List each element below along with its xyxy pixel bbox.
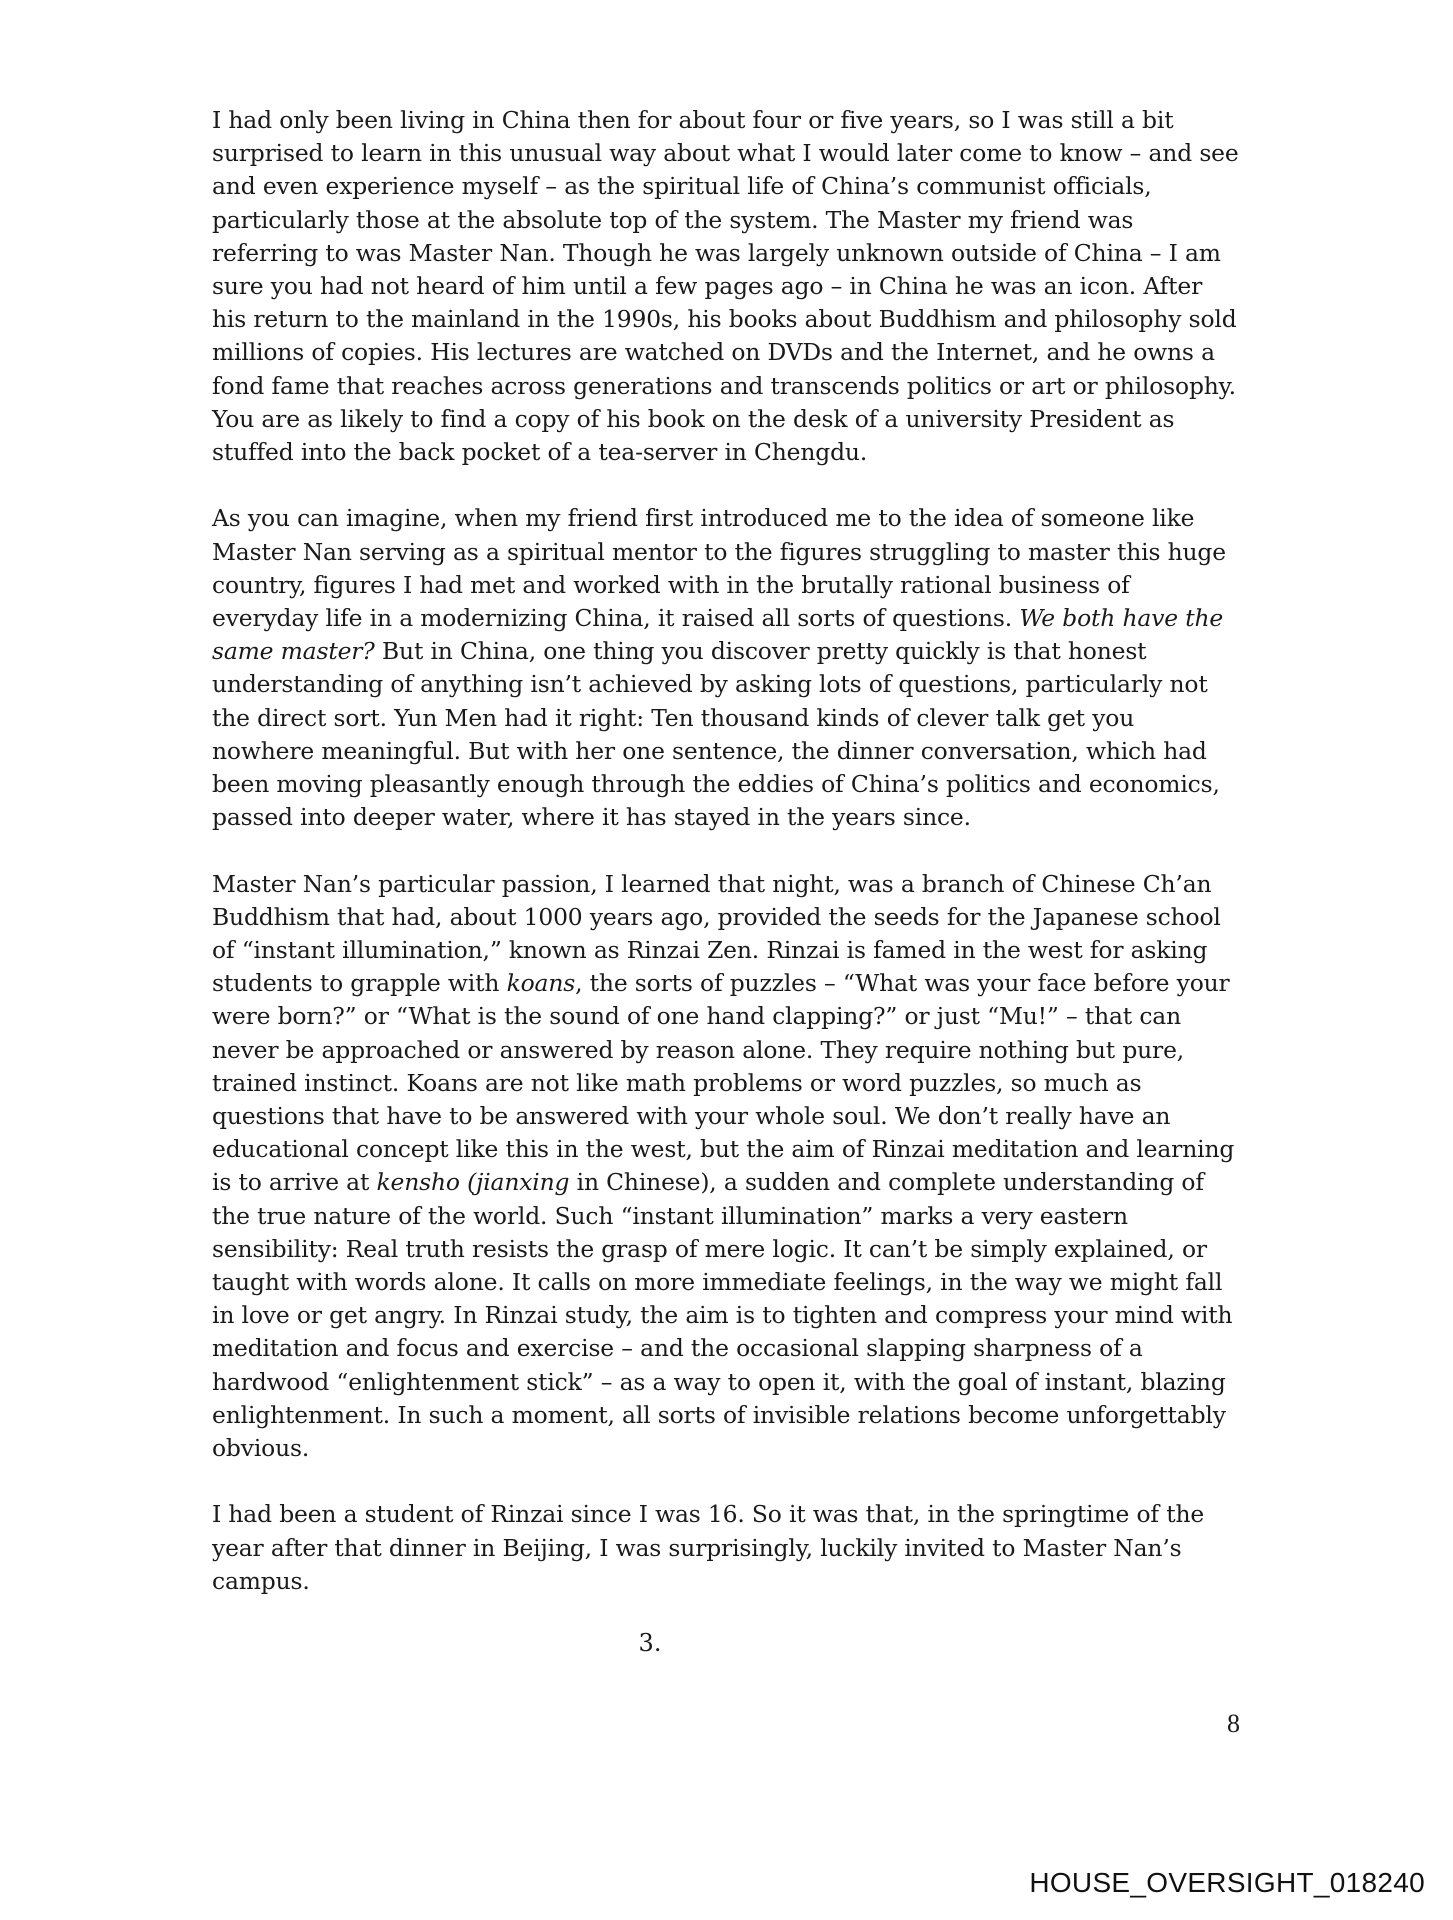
- paragraph-3-text-b: , the sorts of puzzles – “What was your face before your were born?” or “What is the sound of one hand clapping?” or just “Mu!” – that can never be approached or answered by reason alone. They require nothing but pure, trained instinct. Koans are not like math problems or word puzzles, so much as questions that have to be answered with your whole soul. We don’t really have an educational concept like this in the west, but the aim of Rinzai meditation and learning is to arrive at: [212, 969, 1235, 1197]
- paragraph-2-text-a: As you can imagine, when my friend first introduced me to the idea of someone like Master Nan serving as a spiritual mentor to the figures struggling to master this huge country, figures I had met and worked with in the brutally rational business of everyday life in a modernizing China, it raised all sorts of questions.: [212, 504, 1226, 633]
- paragraph-3-italic-koans: koans: [506, 969, 576, 998]
- page-number: 8: [1227, 1709, 1240, 1738]
- section-number: 3.: [638, 1629, 662, 1657]
- paragraph-3-text-a: Master Nan’s particular passion, I learned that night, was a branch of Chinese Ch’an Buddhism that had, about 1000 years ago, provided the seeds for the Japanese school of “instant illumination,” known as Rinzai Zen. Rinzai is famed in the west for asking students to grapple with: [212, 869, 1221, 998]
- paragraph-1-text: I had only been living in China then for about four or five years, so I was still a bit surprised to learn in this unusual way about what I would later come to know – and see and even experience myself – as the spiritual life of China’s communist officials, particularly those at the absolute top of the system. The Master my friend was referring to was Master Nan. Though he was largely unknown outside of China – I am sure you had not heard of him until a few pages ago – in China he was an icon. After his return to the mainland in the 1990s, his books about Buddhism and philosophy sold millions of copies. His lectures are watched on DVDs and the Internet, and he owns a fond fame that reaches across generations and transcends politics or art or philosophy. You are as likely to find a copy of his book on the desk of a university President as stuffed into the back pocket of a tea-server in Chengdu.: [212, 106, 1239, 467]
- paragraph-3: [212, 868, 1242, 1466]
- body-text: [212, 104, 1242, 1631]
- paragraph-4: [212, 1498, 1242, 1598]
- bates-stamp: HOUSE_OVERSIGHT_018240: [1029, 1867, 1425, 1898]
- paragraph-1: [212, 104, 1242, 469]
- paragraph-3-italic-kensho: kensho (jianxing: [376, 1168, 570, 1197]
- paragraph-2: [212, 502, 1242, 834]
- paragraph-2-text-b: But in China, one thing you discover pretty quickly is that honest understanding of anything isn’t achieved by asking lots of questions, particularly not the direct sort. Yun Men had it right: Ten thousand kinds of clever talk get you nowhere meaningful. But with her one sentence, the dinner conversation, which had been moving pleasantly enough through the eddies of China’s politics and economics, passed into deeper water, where it has stayed in the years since.: [212, 637, 1220, 832]
- paragraph-2-italic-question: We both have the same master?: [212, 604, 1224, 666]
- paragraph-3-text-c: in Chinese), a sudden and complete understanding of the true nature of the world. Such “instant illumination” marks a very eastern sensibility: Real truth resists the grasp of mere logic. It can’t be simply explained, or taught with words alone. It calls on more immediate feelings, in the way we might fall in love or get angry. In Rinzai study, the aim is to tighten and compress your mind with meditation and focus and exercise – and the occasional slapping sharpness of a hardwood “enlightenment stick” – as a way to open it, with the goal of instant, blazing enlightenment. In such a moment, all sorts of invisible relations become unforgettably obvious.: [212, 1168, 1233, 1463]
- paragraph-4-text: I had been a student of Rinzai since I was 16. So it was that, in the springtime of the year after that dinner in Beijing, I was surprisingly, luckily invited to Master Nan’s campus.: [212, 1500, 1205, 1595]
